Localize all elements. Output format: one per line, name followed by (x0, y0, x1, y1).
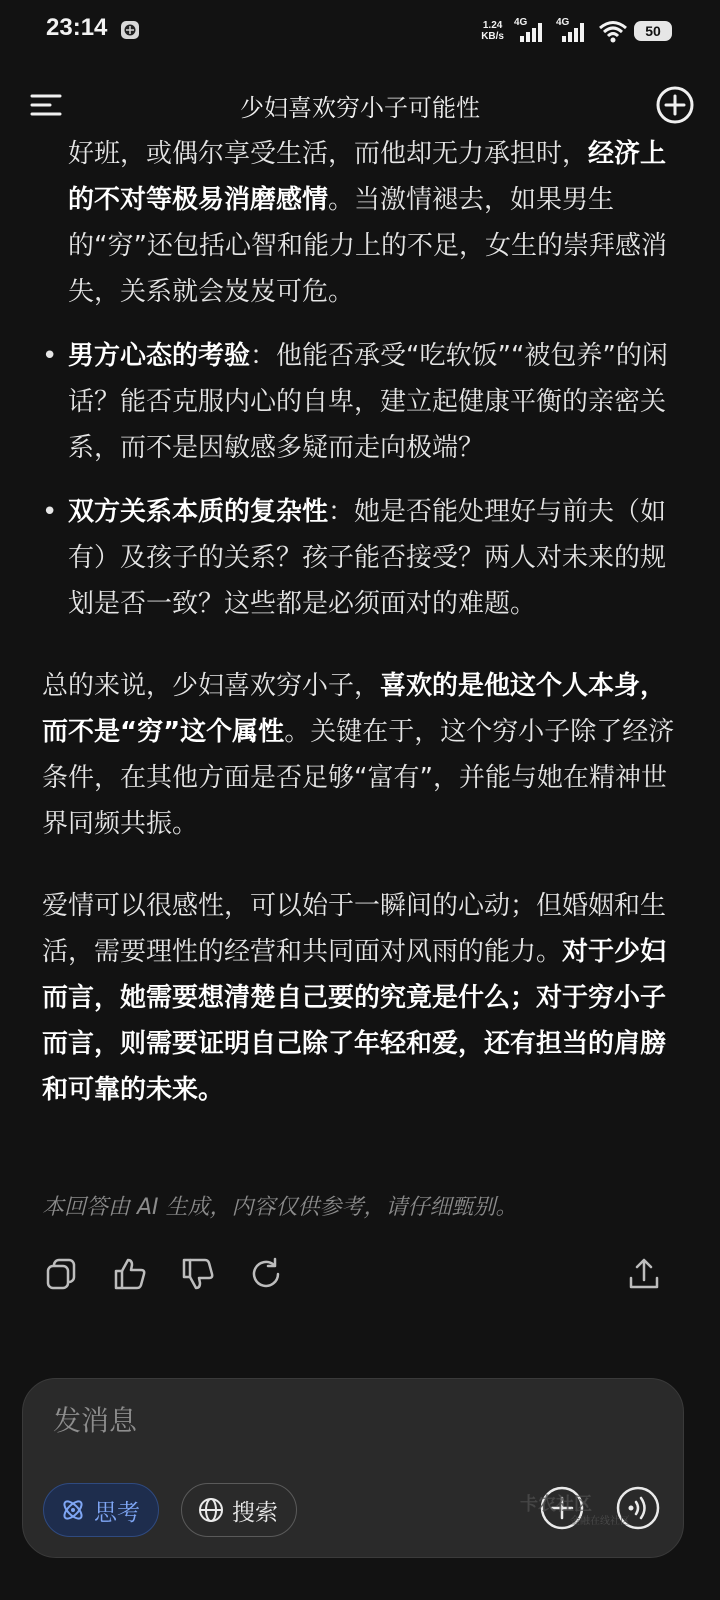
status-bar (0, 0, 720, 62)
message-input[interactable] (51, 1403, 655, 1438)
message-composer (22, 1378, 684, 1558)
copy-icon[interactable] (44, 1256, 80, 1292)
list-item (42, 333, 682, 471)
bold-text: 男方心态的考验 (68, 341, 251, 371)
bold-text: 双方关系本质的复杂性 (68, 497, 329, 527)
network-speed-unit: KB/s (481, 31, 504, 42)
globe-icon (198, 1497, 224, 1523)
paragraph-continuation (42, 131, 682, 315)
thumbs-down-icon[interactable] (180, 1256, 216, 1292)
battery-indicator: 50 (634, 21, 672, 41)
status-time: 23:14 (46, 14, 108, 41)
text-span: ：他能否承受“吃软饭”“被包养”的闲话？能否克服内心的自卑，建立起健康平衡的亲密关系，而不是因敏感多疑而走向极端？ (68, 341, 668, 463)
search-label: 搜索 (232, 1499, 278, 1526)
answer-content (42, 131, 682, 1113)
watermark-logo: 卡农社区 (520, 1494, 592, 1515)
conclusion-paragraph (42, 883, 682, 1113)
bullet-dot: • (42, 497, 58, 527)
status-indicators (481, 16, 672, 46)
text-span: 。关键在于，这个穷小子除了经济条件，在其他方面是否足够“富有”，并能与她在精神世界同频共振。 (42, 717, 675, 839)
text-span: 好班，或偶尔享受生活，而他却无力承担时， (68, 139, 589, 169)
text-span: 总的来说，少妇喜欢穷小子， (42, 671, 381, 701)
page-title: 少妇喜欢穷小子可能性 (240, 94, 480, 122)
bold-text: 经济上的不对等极易消磨感情 (68, 139, 667, 215)
search-toggle-button[interactable] (181, 1483, 297, 1537)
text-span: ：她是否能处理好与前夫（如有）及孩子的关系？孩子能否接受？两人对未来的规划是否一致？这些都是必须面对的难题。 (68, 497, 667, 619)
message-actions (44, 1256, 684, 1296)
text-span: 爱情可以很感性，可以始于一瞬间的心动；但婚姻和生活，需要理性的经营和共同面对风雨的能力。 (42, 891, 667, 967)
atom-icon (60, 1497, 86, 1523)
network-type-label: 4G (514, 17, 528, 28)
app-notification-icon (120, 20, 140, 40)
bullet-dot: • (42, 341, 58, 371)
cellular-signal-1 (514, 18, 550, 44)
share-icon[interactable] (626, 1256, 662, 1292)
thumbs-up-icon[interactable] (112, 1256, 148, 1292)
network-type-label: 4G (556, 17, 570, 28)
regenerate-icon[interactable] (248, 1256, 284, 1292)
think-toggle-button[interactable] (43, 1483, 159, 1537)
watermark-subtitle: 金融在线社区 (570, 1516, 630, 1527)
app-header (0, 78, 720, 134)
cellular-signal-2 (556, 18, 592, 44)
text-span: 。当激情褪去，如果男生的“穷”还包括心智和能力上的不足，女生的崇拜感消失，关系就会岌岌可危。 (68, 185, 667, 307)
list-item (42, 489, 682, 627)
network-speed (481, 20, 504, 42)
wifi-icon (598, 19, 628, 43)
ai-disclaimer: 本回答由 AI 生成，内容仅供参考，请仔细甄别。 (42, 1195, 518, 1220)
network-speed-value: 1.24 (482, 20, 503, 31)
bold-text: 对于少妇而言，她需要想清楚自己要的究竟是什么；对于穷小子而言，则需要证明自己除了年轻和爱，还有担当的肩膀和可靠的未来。 (42, 937, 667, 1105)
new-chat-icon[interactable] (654, 84, 696, 126)
signal-bars-icon (556, 18, 592, 44)
think-label: 思考 (94, 1499, 140, 1526)
signal-bars-icon (514, 18, 550, 44)
summary-paragraph (42, 663, 682, 847)
bold-text: 喜欢的是他这个人本身，而不是“穷”这个属性 (42, 671, 667, 747)
